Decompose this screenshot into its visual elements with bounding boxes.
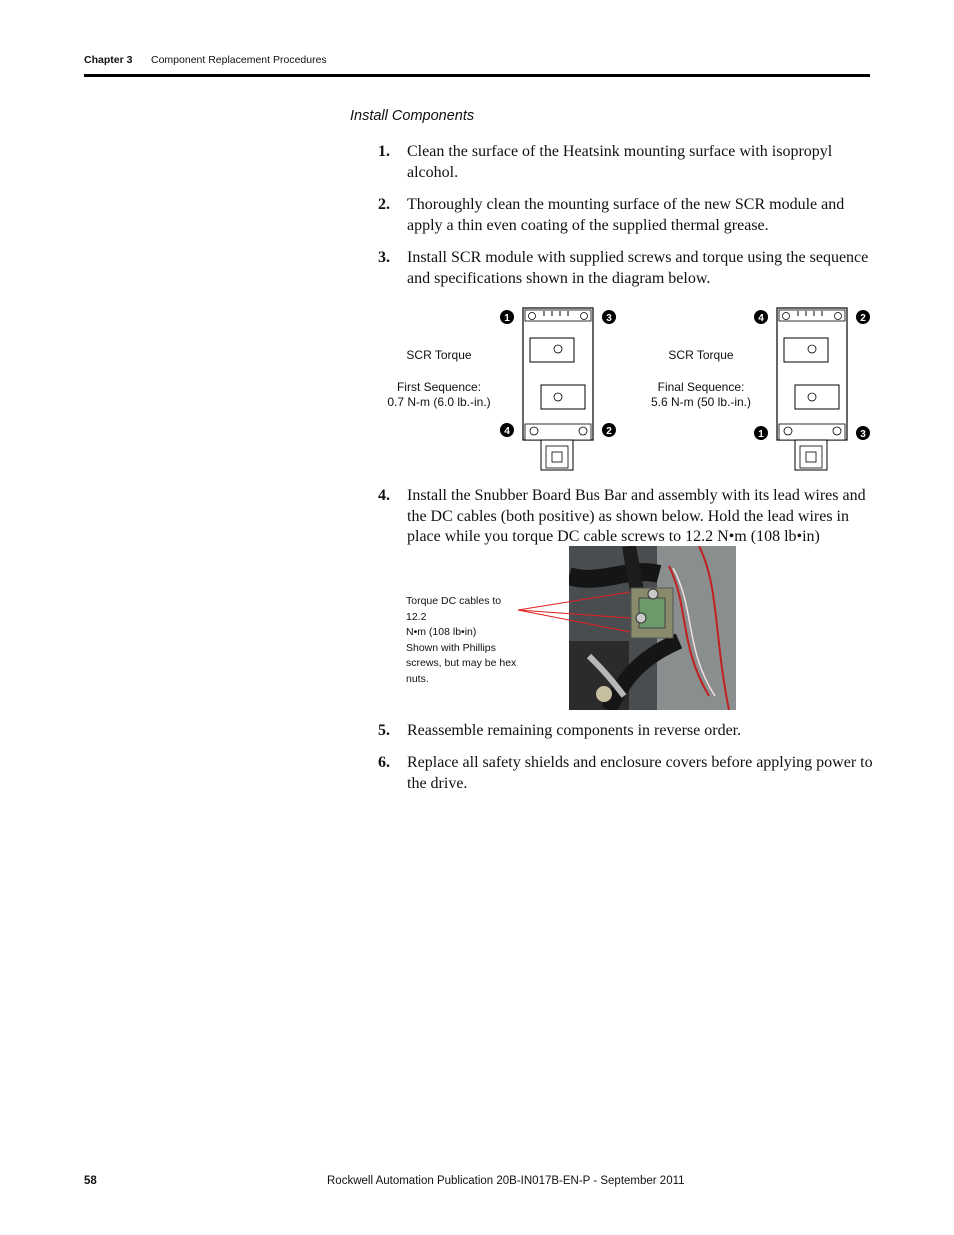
step-text: Install SCR module with supplied screws and torque using the sequence and specifications shown in the diagram below. xyxy=(407,249,869,287)
callout-line: screws, but may be hex xyxy=(406,657,517,669)
step-number: 4. xyxy=(378,487,390,504)
marker-top-left xyxy=(500,310,514,324)
publication-info: Rockwell Automation Publication 20B-IN017B-EN-P - September 2011 xyxy=(327,1175,685,1187)
step-number: 2. xyxy=(378,196,390,213)
page-number: 58 xyxy=(84,1175,97,1187)
sequence-title: Final Sequence: xyxy=(657,380,745,394)
marker-number: 1 xyxy=(504,313,510,324)
marker-bottom-right xyxy=(856,426,870,440)
callout-line: N•m (108 lb•in) xyxy=(406,626,477,638)
scr-module-final-diagram xyxy=(750,304,876,476)
marker-number: 4 xyxy=(758,313,764,324)
step-text: Replace all safety shields and enclosure covers before applying power to the drive. xyxy=(407,754,873,792)
callout-leader-lines xyxy=(500,580,640,640)
step-number: 5. xyxy=(378,722,390,739)
chapter-label: Chapter 3 xyxy=(84,54,133,66)
step-text: Reassemble remaining components in reverse order. xyxy=(407,722,742,739)
scr-module-first-diagram xyxy=(496,304,622,476)
sequence-value: 5.6 N-m (50 lb.-in.) xyxy=(650,395,752,409)
final-sequence-label xyxy=(634,380,768,410)
marker-number: 1 xyxy=(758,429,764,440)
scr-torque-label-first: SCR Torque xyxy=(406,348,472,362)
marker-number: 3 xyxy=(860,429,866,440)
marker-bottom-left xyxy=(500,423,514,437)
section-title: Install Components xyxy=(350,108,475,124)
header-rule xyxy=(84,74,870,77)
scr-torque-label-final: SCR Torque xyxy=(668,348,734,362)
callout-line: Torque DC cables to 12.2 xyxy=(406,595,502,623)
chapter-title: Component Replacement Procedures xyxy=(151,54,327,66)
step-text: Clean the surface of the Heatsink mounting surface with isopropyl alcohol. xyxy=(407,143,833,181)
step-number: 3. xyxy=(378,249,390,266)
marker-top-right xyxy=(856,310,870,324)
step-number: 6. xyxy=(378,754,390,771)
step-text: Install the Snubber Board Bus Bar and assembly with its lead wires and the DC cables (both positive) as shown below. Hold the lead wires in place while you torque DC cable screws to 12.2 N•m (108 lb•in) xyxy=(407,487,866,545)
sequence-value: 0.7 N-m (6.0 lb.-in.) xyxy=(387,395,491,409)
marker-number: 4 xyxy=(504,426,510,437)
first-sequence-label xyxy=(372,380,506,410)
step-number: 1. xyxy=(378,143,390,160)
callout-line: nuts. xyxy=(406,672,429,685)
marker-bottom-left xyxy=(754,426,768,440)
marker-number: 2 xyxy=(860,313,866,324)
callout-line: Shown with Phillips xyxy=(406,641,496,654)
step-text: Thoroughly clean the mounting surface of the new SCR module and apply a thin even coating of the supplied thermal grease. xyxy=(407,196,845,234)
marker-top-right xyxy=(602,310,616,324)
marker-number: 3 xyxy=(606,313,612,324)
sequence-title: First Sequence: xyxy=(396,380,482,394)
marker-top-left xyxy=(754,310,768,324)
marker-number: 2 xyxy=(606,426,612,437)
marker-bottom-right xyxy=(602,423,616,437)
